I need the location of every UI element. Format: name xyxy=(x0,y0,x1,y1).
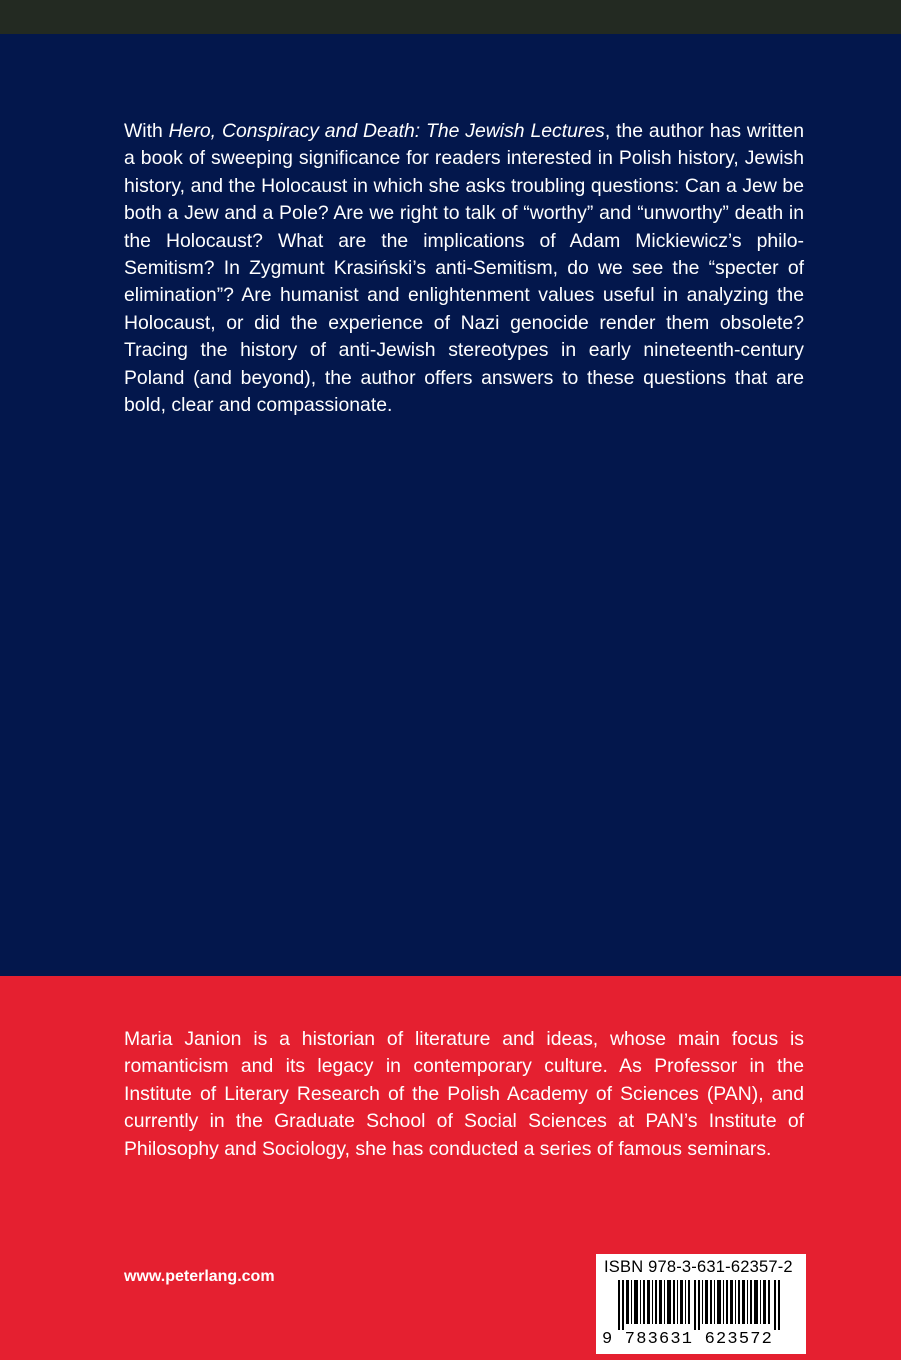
author-bio: Maria Janion is a historian of literature and ideas, whose main focus is romanticism and its legacy in contemporary culture. As Professor in the Institute of Literary Research of the Polish Academy of Sciences (PAN), and currently in the Graduate School of Social Sciences at PAN’s Institute of Philosophy and Sociology, she has conducted a series of famous seminars. xyxy=(124,1028,804,1160)
barcode-image xyxy=(602,1280,800,1330)
barcode-digits: 9 783631 623572 xyxy=(602,1330,774,1349)
isbn-barcode-block xyxy=(596,1254,806,1354)
isbn-label: ISBN 978-3-631-62357-2 xyxy=(604,1258,793,1276)
publisher-website: www.peterlang.com xyxy=(124,1268,275,1285)
blurb-body: , the author has written a book of sweeping significance for readers interested in Polish history, Jewish history, and the Holocaust in which she asks troubling questions: Can a Jew be both a Jew and a Pole? Are we right to talk of “worthy” and “unworthy” death in the Holocaust? What are the implications of Adam Mickiewicz’s philo-Semitism? In Zygmunt Krasiński’s anti-Semitism, do we see the “specter of elimination”? Are humanist and enlightenment values useful in analyzing the Holocaust, or did the experience of Nazi genocide render them obsolete? Tracing the history of anti-Jewish stereotypes in early nineteenth-century Poland (and beyond), the author offers answers to these questions that are bold, clear and compassionate. xyxy=(124,120,805,417)
book-title-italic: Hero, Conspiracy and Death: The Jewish Lectures xyxy=(168,120,605,142)
top-dark-strip xyxy=(0,0,901,34)
book-blurb xyxy=(124,118,804,419)
blurb-prefix: With xyxy=(124,120,169,142)
